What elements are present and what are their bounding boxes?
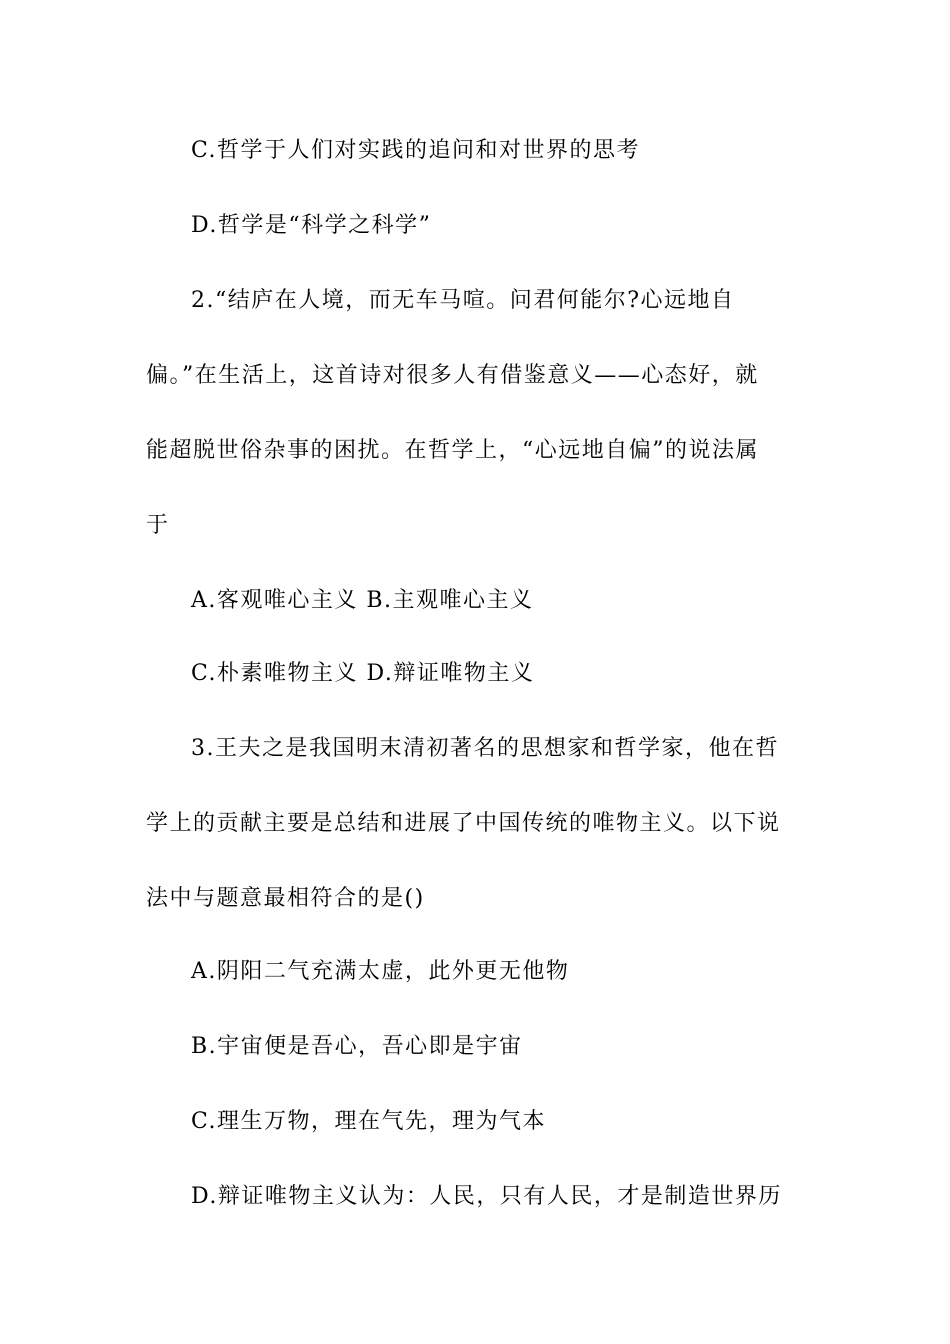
options-cd-q2: C.朴素唯物主义 D.辩证唯物主义 xyxy=(191,661,535,686)
question-3-line-2: 学上的贡献主要是总结和进展了中国传统的唯物主义。以下说 xyxy=(146,811,781,836)
question-3-line-1: 3.王夫之是我国明末清初著名的思想家和哲学家，他在哲 xyxy=(191,736,779,761)
option-c-q1: C.哲学于人们对实践的追问和对世界的思考 xyxy=(191,138,641,163)
option-d-q1: D.哲学是“科学之科学” xyxy=(191,213,432,238)
option-d-q3: D.辩证唯物主义认为：人民，只有人民，才是制造世界历 xyxy=(191,1184,782,1209)
option-c-q3: C.理生万物，理在气先，理为气本 xyxy=(191,1109,547,1134)
question-2-line-1: 2.“结庐在人境，而无车马喧。问君何能尔?心远地自 xyxy=(191,288,735,313)
question-2-line-4: 于 xyxy=(146,513,170,538)
question-2-line-3: 能超脱世俗杂事的困扰。在哲学上，“心远地自偏”的说法属 xyxy=(146,438,759,463)
question-2-line-2: 偏。”在生活上，这首诗对很多人有借鉴意义——心态好，就 xyxy=(146,363,759,388)
question-3-line-3: 法中与题意最相符合的是() xyxy=(146,886,425,911)
option-b-q3: B.宇宙便是吾心，吾心即是宇宙 xyxy=(191,1034,523,1059)
option-a-q3: A.阴阳二气充满太虚，此外更无他物 xyxy=(191,959,570,984)
options-ab-q2: A.客观唯心主义 B.主观唯心主义 xyxy=(191,588,534,613)
